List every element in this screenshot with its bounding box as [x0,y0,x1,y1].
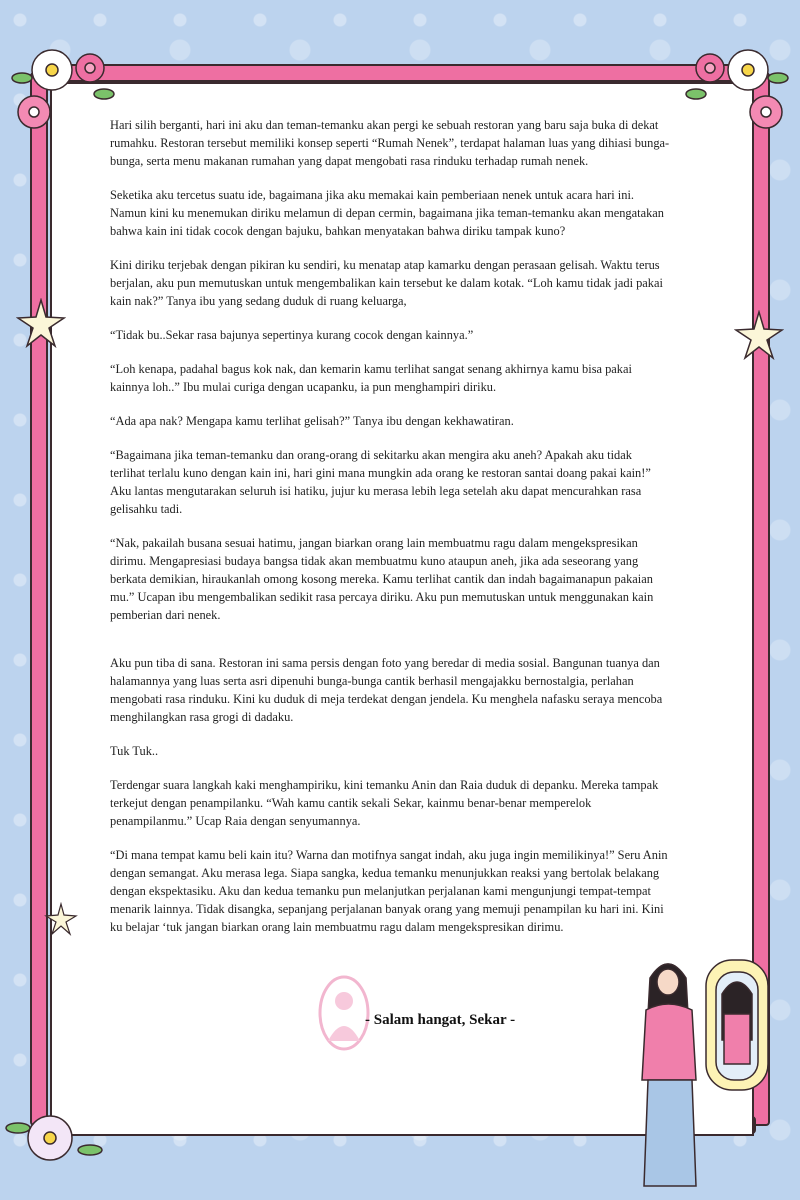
letter-paragraph: “Loh kenapa, padahal bagus kok nak, dan kemarin kamu terlihat sangat senang akhirnya kamu bisa pakai kainnya loh..” Ibu mulai curiga dengan ucapanku, ia pun menghampiri diriku. [110,362,632,394]
signoff: - Salam hangat, Sekar - [365,1012,516,1028]
girl-with-mirror-illustration [636,950,786,1190]
letter-paragraph: “Di mana tempat kamu beli kain itu? Warna dan motifnya sangat indah, aku juga ingin memilikinya!” Seru Anin dengan semangat. Aku merasa lega. Siapa sangka, kedua temanku menunjukkan reaksi yang bertolak belakang dengan ekspektasiku. Aku dan kedua temanku pun melanjutkan perjalanan kami mengunjungi tempat-tempat menarik lainnya. Tidak disangka, sepanjang perjalanan banyak orang yang memuji penampilan ku hari ini. Kini ku belajar ‘tuk jangan biarkan orang lain membuatmu ragu dalam mengekspresikan dirimu. [110,848,668,934]
star-icon [734,310,784,360]
letter-paragraph: Seketika aku tercetus suatu ide, bagaimana jika aku memakai kain pemberiaan nenek untuk acara hari ini. Namun kini ku menemukan diriku melamun di depan cermin, bagaimana jika teman-temanku akan mengatakan bahwa kain ini tidak cocok dengan bajuku, bahkan menyatakan bahwa diriku tampak kuno? [110,188,664,238]
frame-top-bar [44,64,756,82]
letter-body [110,116,670,952]
letter-paragraph: Terdengar suara langkah kaki menghampiriku, kini temanku Anin dan Raia duduk di depanku. Mereka tampak terkejut dengan penampilanku. “Wah kamu cantik sekali Sekar, kainmu benar-benar memperelok penampilanmu.” Ucap Raia dengan senyumannya. [110,778,659,828]
star-icon [44,902,78,936]
letter-paragraph: Hari silih berganti, hari ini aku dan teman-temanku akan pergi ke sebuah restoran yang baru saja buka di dekat rumahku. Restoran tersebut memiliki konsep seperti “Rumah Nenek”, terdapat halaman luas yang dihiasi bunga-bunga, serta menu makanan rumahan yang dapat mengobati rasa rinduku terhadap rumah nenek. [110,118,670,168]
star-icon [16,298,66,348]
flower-cluster-icon [4,1098,114,1178]
letter-paragraph: “Nak, pakailah busana sesuai hatimu, jangan biarkan orang lain membuatmu ragu dalam mengekspresikan dirimu. Mengapresiasi budaya bangsa tidak akan membuatmu kuno ataupun aneh, jika ada seseorang yang berkata demikian, hiraukanlah omong kosong mereka. Kamu terlihat cantik dan indah bagaimanapun pakaian mu.” Ucapan ibu mengembalikan sedikit rasa percaya diriku. Aku pun memutuskan untuk menggunakan kain pemberian dari nenek. [110,536,654,622]
flower-cluster-icon [4,38,124,148]
letter-paragraph: Kini diriku terjebak dengan pikiran ku sendiri, ku menatap atap kamarku dengan perasaan gelisah. Waktu terus berjalan, aku pun memutuskan untuk mengembalikan kain tersebut ke dalam kotak. “Loh kamu tidak jadi pakai kain nak?” Tanya ibu yang sedang duduk di ruang keluarga, [110,258,663,308]
letter-paragraph: Aku pun tiba di sana. Restoran ini sama persis dengan foto yang beredar di media sosial. Bangunan tuanya dan halamannya yang luas serta asri dipenuhi bunga-bunga cantik berhasil mengajakku bernostalgia, perlahan mengobati rasa rinduku. Kini ku duduk di meja terdekat dengan jendela. Ku menghela nafasku seraya mencoba menghilangkan rasa grogi di dadaku. [110,656,663,724]
cameo-silhouette-icon [318,975,370,1051]
letter-paragraph: “Bagaimana jika teman-temanku dan orang-orang di sekitarku akan mengira aku aneh? Apakah aku tidak terlihat terlalu kuno dengan kain ini, hari gini mana mungkin ada orang ke restoran santai doang pakai kain!” Aku lantas mengutarakan seluruh isi hatiku, jujur ku merasa lebih lega setelah aku dapat mencurahkan rasa gelisahku tadi. [110,448,651,516]
flower-cluster-icon [676,38,796,148]
letter-paragraph: Tuk Tuk.. [110,744,159,758]
letter-paragraph: “Tidak bu..Sekar rasa bajunya sepertinya kurang cocok dengan kainnya.” [110,328,474,342]
letter-paragraph: “Ada apa nak? Mengapa kamu terlihat gelisah?” Tanya ibu dengan kekhawatiran. [110,414,514,428]
frame-left-bar [30,72,48,1126]
